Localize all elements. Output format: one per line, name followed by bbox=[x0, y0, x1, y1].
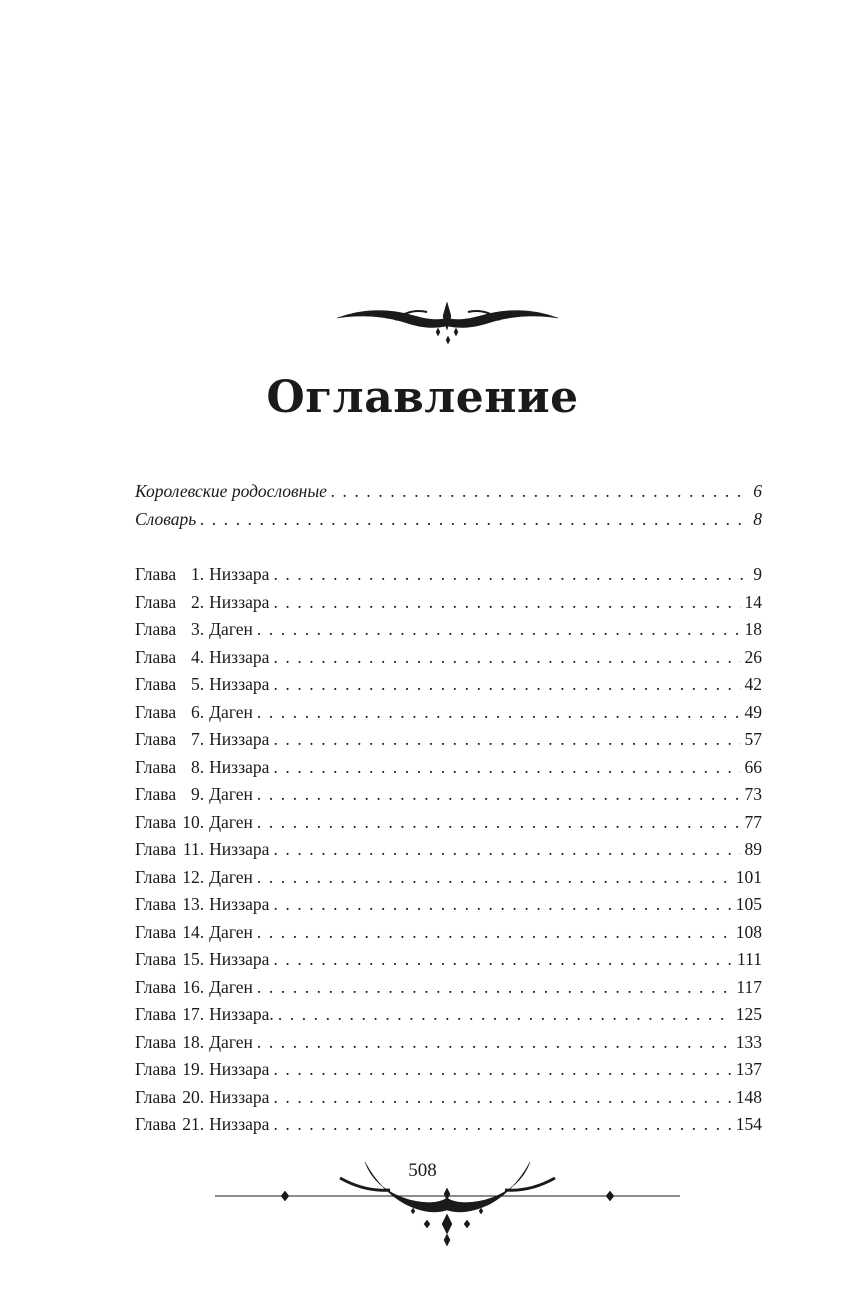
chapter-title: Низзара bbox=[209, 646, 270, 667]
toc-chapter-row bbox=[135, 974, 762, 1002]
chapter-word: Глава bbox=[135, 839, 177, 859]
chapter-word: Глава bbox=[135, 949, 177, 969]
chapter-word: Глава bbox=[135, 811, 177, 832]
dot-leader bbox=[257, 809, 741, 837]
chapter-number: 19. bbox=[182, 1059, 205, 1079]
dot-leader bbox=[273, 644, 740, 672]
chapter-page-number: 133 bbox=[735, 1031, 762, 1052]
chapter-number: 2. bbox=[190, 591, 205, 612]
chapter-title: Даген bbox=[209, 784, 253, 804]
chapter-number: 11. bbox=[182, 839, 205, 859]
chapter-page-number: 66 bbox=[744, 756, 762, 777]
toc-chapter-row bbox=[135, 561, 762, 589]
chapter-page-number: 42 bbox=[744, 674, 762, 694]
toc-chapter-row bbox=[135, 1029, 762, 1057]
chapter-page-number: 14 bbox=[744, 591, 762, 612]
toc-chapter-row bbox=[135, 864, 762, 892]
dot-leader bbox=[273, 1111, 731, 1139]
dot-leader bbox=[257, 699, 741, 727]
chapter-page-number: 137 bbox=[735, 1059, 762, 1079]
chapter-page-number: 125 bbox=[735, 1004, 762, 1024]
chapter-title: Низзара bbox=[209, 949, 270, 969]
chapter-page-number: 111 bbox=[737, 949, 762, 969]
toc-chapter-row bbox=[135, 616, 762, 644]
dot-leader bbox=[257, 864, 732, 892]
chapter-number: 16. bbox=[182, 976, 205, 997]
toc-entry-genealogy bbox=[135, 478, 762, 506]
dot-leader bbox=[257, 781, 741, 809]
chapter-list bbox=[135, 561, 762, 1139]
chapter-title: Низзара bbox=[209, 564, 270, 584]
chapter-word: Глава bbox=[135, 976, 177, 997]
dot-leader bbox=[273, 671, 740, 699]
toc-chapter-row bbox=[135, 809, 762, 837]
toc-chapter-row bbox=[135, 1084, 762, 1112]
chapter-word: Глава bbox=[135, 1004, 177, 1024]
chapter-title: Низзара bbox=[209, 1114, 270, 1134]
chapter-word: Глава bbox=[135, 784, 177, 804]
chapter-word: Глава bbox=[135, 894, 177, 914]
dot-leader bbox=[273, 754, 740, 782]
chapter-word: Глава bbox=[135, 646, 177, 667]
dot-leader bbox=[331, 478, 748, 506]
chapter-title: Даген bbox=[209, 1031, 253, 1052]
toc-chapter-row bbox=[135, 726, 762, 754]
bottom-flourish-ornament bbox=[215, 1160, 680, 1252]
chapter-number: 8. bbox=[190, 756, 205, 777]
chapter-page-number: 154 bbox=[735, 1114, 762, 1134]
chapter-page-number: 9 bbox=[753, 564, 762, 584]
toc-chapter-row bbox=[135, 671, 762, 699]
chapter-title: Низзара bbox=[209, 839, 270, 859]
toc-chapter-row bbox=[135, 1111, 762, 1139]
chapter-word: Глава bbox=[135, 619, 177, 639]
dot-leader bbox=[257, 1029, 732, 1057]
chapter-page-number: 89 bbox=[744, 839, 762, 859]
chapter-page-number: 108 bbox=[735, 921, 762, 942]
chapter-title: Низзара bbox=[209, 729, 270, 749]
chapter-word: Глава bbox=[135, 674, 177, 694]
dot-leader bbox=[278, 1001, 732, 1029]
dot-leader bbox=[200, 506, 748, 534]
chapter-number: 4. bbox=[190, 646, 205, 667]
chapter-title: Даген bbox=[209, 811, 253, 832]
chapter-number: 5. bbox=[190, 674, 205, 694]
toc-chapter-row bbox=[135, 946, 762, 974]
toc-chapter-row bbox=[135, 919, 762, 947]
chapter-number: 18. bbox=[182, 1031, 205, 1052]
toc-chapter-row bbox=[135, 1056, 762, 1084]
chapter-title: Низзара bbox=[209, 674, 270, 694]
chapter-page-number: 77 bbox=[744, 811, 762, 832]
chapter-page-number: 105 bbox=[735, 894, 762, 914]
toc-chapter-row bbox=[135, 644, 762, 672]
dot-leader bbox=[273, 589, 740, 617]
chapter-number: 12. bbox=[182, 866, 205, 887]
chapter-number: 13. bbox=[182, 894, 205, 914]
toc-chapter-row bbox=[135, 589, 762, 617]
chapter-number: 21. bbox=[182, 1114, 205, 1134]
dot-leader bbox=[273, 1056, 731, 1084]
toc-entry-glossary bbox=[135, 506, 762, 534]
toc-entry-label: Словарь bbox=[135, 508, 197, 529]
chapter-number: 20. bbox=[182, 1086, 205, 1107]
chapter-word: Глава bbox=[135, 701, 177, 722]
chapter-page-number: 117 bbox=[736, 976, 762, 997]
toc-entry-label: Королевские родословные bbox=[135, 481, 327, 501]
chapter-number: 1. bbox=[190, 564, 205, 584]
chapter-title: Низзара bbox=[209, 1059, 270, 1079]
chapter-title: Низзара bbox=[209, 1086, 270, 1107]
toc-entry-page: 8 bbox=[753, 508, 762, 529]
section-gap bbox=[135, 533, 762, 561]
toc-chapter-row bbox=[135, 1001, 762, 1029]
chapter-word: Глава bbox=[135, 756, 177, 777]
dot-leader bbox=[273, 946, 733, 974]
chapter-page-number: 18 bbox=[744, 619, 762, 639]
dot-leader bbox=[257, 919, 732, 947]
toc-chapter-row bbox=[135, 781, 762, 809]
chapter-word: Глава bbox=[135, 729, 177, 749]
chapter-page-number: 49 bbox=[744, 701, 762, 722]
chapter-word: Глава bbox=[135, 1114, 177, 1134]
chapter-word: Глава bbox=[135, 866, 177, 887]
chapter-number: 6. bbox=[190, 701, 205, 722]
chapter-title: Низзара bbox=[209, 894, 270, 914]
toc-chapter-row bbox=[135, 836, 762, 864]
chapter-number: 3. bbox=[190, 619, 205, 639]
dot-leader bbox=[273, 891, 731, 919]
chapter-number: 17. bbox=[182, 1004, 205, 1024]
chapter-number: 7. bbox=[190, 729, 205, 749]
dot-leader bbox=[273, 1084, 731, 1112]
page-title: Оглавление bbox=[266, 372, 579, 423]
chapter-word: Глава bbox=[135, 1086, 177, 1107]
chapter-page-number: 26 bbox=[744, 646, 762, 667]
dot-leader bbox=[273, 561, 748, 589]
chapter-title: Даген bbox=[209, 701, 253, 722]
chapter-number: 10. bbox=[182, 811, 205, 832]
chapter-number: 9. bbox=[190, 784, 205, 804]
chapter-page-number: 101 bbox=[735, 866, 762, 887]
chapter-word: Глава bbox=[135, 921, 177, 942]
toc-chapter-row bbox=[135, 699, 762, 727]
table-of-contents bbox=[135, 478, 762, 1139]
chapter-title: Даген bbox=[209, 619, 253, 639]
chapter-title: Даген bbox=[209, 921, 253, 942]
toc-entry-page: 6 bbox=[753, 481, 762, 501]
toc-chapter-row bbox=[135, 891, 762, 919]
dot-leader bbox=[273, 726, 740, 754]
chapter-page-number: 73 bbox=[744, 784, 762, 804]
chapter-word: Глава bbox=[135, 591, 177, 612]
chapter-title: Даген bbox=[209, 976, 253, 997]
chapter-title: Низзара. bbox=[209, 1004, 274, 1024]
dot-leader bbox=[257, 616, 741, 644]
chapter-word: Глава bbox=[135, 1031, 177, 1052]
dot-leader bbox=[273, 836, 740, 864]
page-number: 508 bbox=[408, 1160, 437, 1181]
chapter-word: Глава bbox=[135, 564, 177, 584]
top-flourish-ornament bbox=[335, 300, 560, 348]
chapter-page-number: 148 bbox=[735, 1086, 762, 1107]
chapter-title: Низзара bbox=[209, 756, 270, 777]
dot-leader bbox=[257, 974, 732, 1002]
chapter-number: 15. bbox=[182, 949, 205, 969]
chapter-word: Глава bbox=[135, 1059, 177, 1079]
toc-chapter-row bbox=[135, 754, 762, 782]
chapter-title: Низзара bbox=[209, 591, 270, 612]
chapter-number: 14. bbox=[182, 921, 205, 942]
chapter-page-number: 57 bbox=[744, 729, 762, 749]
chapter-title: Даген bbox=[209, 866, 253, 887]
